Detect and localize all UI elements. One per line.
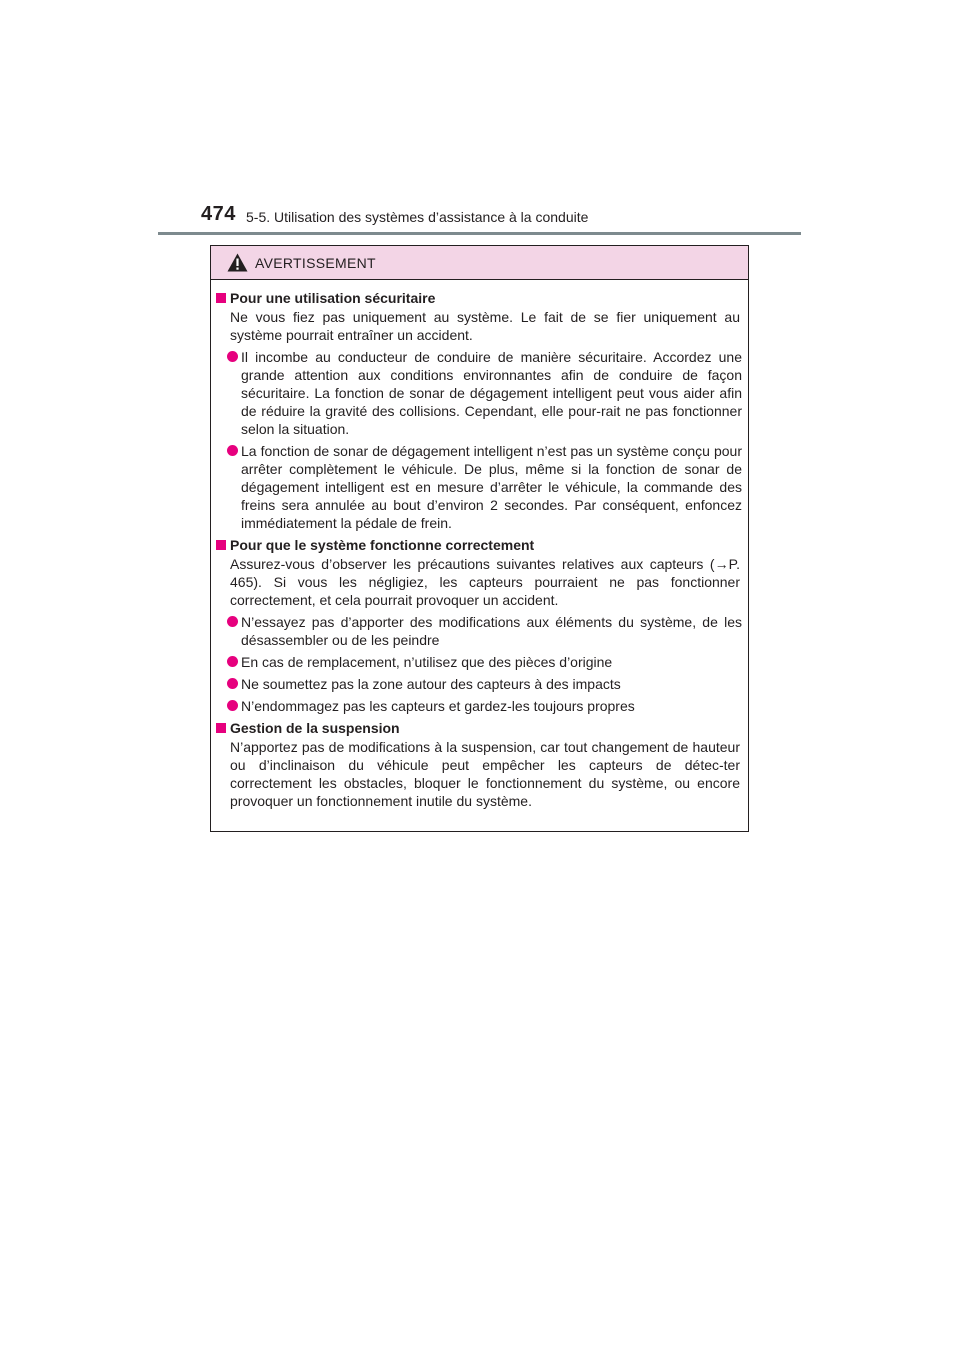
list-item-text: En cas de remplacement, n’utilisez que des pièces d’origine	[241, 654, 613, 670]
square-bullet-icon	[216, 293, 226, 303]
list-item-text: Il incombe au conducteur de conduire de manière sécuritaire. Accordez une grande attention aux conditions environnantes afin de conduire de façon sécuritaire. La fonction de sonar de dégagement intelligent peut vous aider afin de réduire la gravité des collisions. Cependant, elle pour-rait ne pas fonctionner selon la situation.	[241, 349, 742, 437]
warning-box	[210, 245, 749, 832]
section-heading	[211, 536, 748, 555]
circle-bullet-icon	[227, 656, 238, 667]
warning-header	[211, 246, 748, 280]
warning-triangle-icon	[227, 253, 248, 272]
list-item-text: N’essayez pas d’apporter des modifications aux éléments du système, de les désassembler ou de les peindre	[241, 614, 742, 648]
page-number: 474	[201, 203, 236, 225]
warning-title: AVERTISSEMENT	[255, 255, 376, 271]
section-heading-text: Gestion de la suspension	[230, 720, 400, 736]
list-item	[227, 697, 742, 715]
section-paragraph: Assurez-vous d’observer les précautions suivantes relatives aux capteurs (→P. 465). Si vous les négligiez, les capteurs pourraient ne pas fonctionner correctement, et cela pourrait provoquer un accident.	[230, 556, 740, 608]
page-header	[201, 203, 801, 233]
section-title: 5-5. Utilisation des systèmes d’assistance à la conduite	[246, 209, 589, 225]
warning-body	[211, 289, 748, 814]
list-item	[227, 613, 742, 649]
header-divider	[158, 232, 801, 235]
warning-section-correct-operation	[211, 536, 748, 715]
section-paragraph: Ne vous fiez pas uniquement au système. Le fait de se fier uniquement au système pourrait entraîner un accident.	[230, 309, 740, 343]
section-heading-text: Pour que le système fonctionne correctement	[230, 537, 535, 553]
section-paragraph: N’apportez pas de modifications à la suspension, car tout changement de hauteur ou d’inclinaison du véhicule peut empêcher les capteurs de détec-ter correctement les obstacles, bloquer le fonctionnement du système, ou encore provoquer un fonctionnement inutile du système.	[230, 739, 740, 809]
square-bullet-icon	[216, 540, 226, 550]
circle-bullet-icon	[227, 445, 238, 456]
list-item-text: La fonction de sonar de dégagement intelligent n’est pas un système conçu pour arrêter complètement le véhicule. De plus, même si la fonction de sonar de dégagement intelligent est en mesure d’arrêter le véhicule, la commande des freins sera annulée au bout d’environ 2 secondes. Par conséquent, enfoncez immédiatement la pédale de frein.	[241, 443, 742, 531]
circle-bullet-icon	[227, 616, 238, 627]
warning-section-safe-use	[211, 289, 748, 532]
list-item-text: Ne soumettez pas la zone autour des capteurs à des impacts	[241, 676, 621, 692]
section-heading-text: Pour une utilisation sécuritaire	[230, 290, 436, 306]
list-item	[227, 675, 742, 693]
list-item-text: N’endommagez pas les capteurs et gardez-les toujours propres	[241, 698, 635, 714]
square-bullet-icon	[216, 723, 226, 733]
warning-section-suspension	[211, 719, 748, 810]
section-heading	[211, 719, 748, 738]
list-item	[227, 348, 742, 438]
list-item	[227, 442, 742, 532]
circle-bullet-icon	[227, 700, 238, 711]
circle-bullet-icon	[227, 351, 238, 362]
list-item	[227, 653, 742, 671]
circle-bullet-icon	[227, 678, 238, 689]
section-heading	[211, 289, 748, 308]
